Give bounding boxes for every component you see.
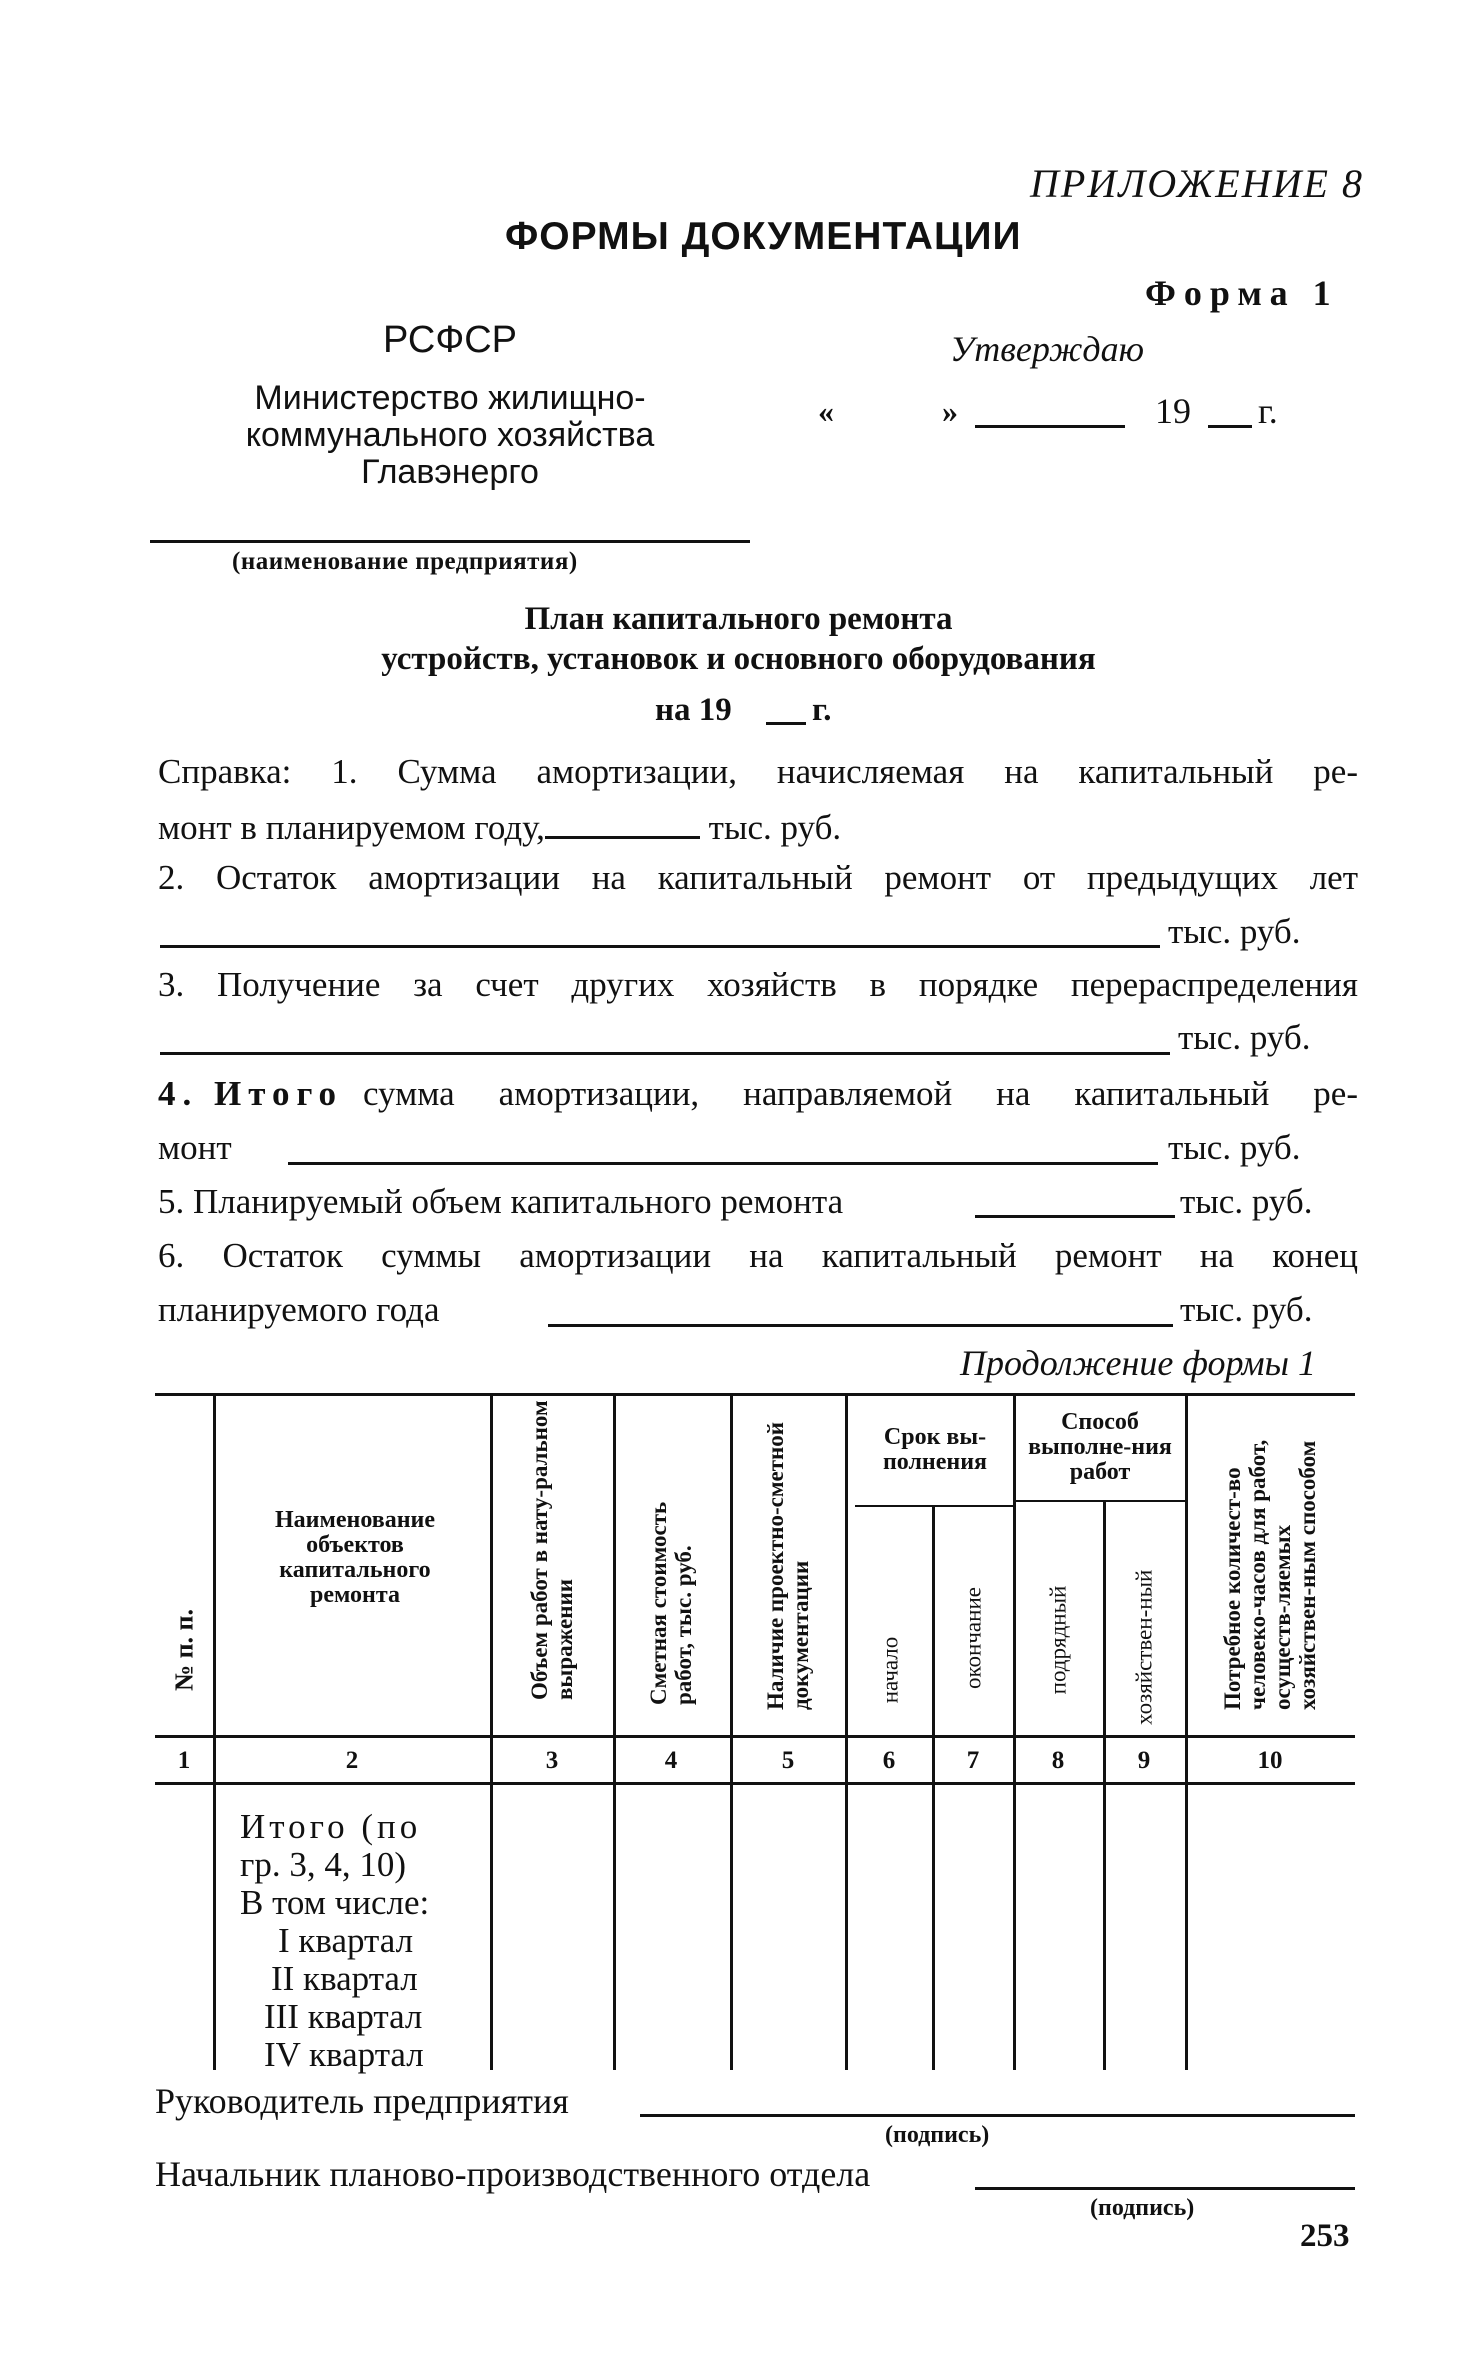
col-number-10: 10 [1257,1747,1283,1774]
col-sep-3 [613,1395,616,2070]
col-sep-1 [213,1395,216,2070]
approval-quote-open: « [818,393,834,429]
quarter-list [240,1922,429,2074]
ref-item-5: 5. Планируемый объем капитального ремонта [158,1182,844,1221]
ref-item-1-unit: тыс. руб. [708,808,842,847]
ref-item-5-blank [975,1215,1175,1218]
ref-item-6-line-2: планируемого года [158,1290,440,1329]
sign-head-caption: (подпись) [885,2122,990,2148]
org-line-1: РСФСР [382,319,518,361]
col-number-8: 8 [1051,1747,1065,1774]
col-number-5: 5 [781,1747,795,1774]
table-header-bottom [155,1735,1355,1738]
org-line-3: коммунального хозяйства [245,416,655,454]
totals-label-2: гр. 3, 4, 10) [240,1845,407,1884]
approval-label: Утверждаю [950,329,1145,369]
col-sep-2 [490,1395,493,2070]
plan-title-2: устройств, установок и основного оборудования [381,641,1096,677]
ref-item-6-blank [548,1324,1173,1327]
org-block [220,320,680,491]
plan-year-line [766,722,806,725]
ref-item-6-line-1: 6. Остаток суммы амортизации на капитальный ремонт на конец [158,1236,1358,1275]
col-number-4: 4 [664,1747,678,1774]
approval-year-suffix: г. [1258,391,1278,431]
col-sep-5 [845,1395,848,2070]
table-continuation: Продолжение формы 1 [960,1343,1317,1383]
col-header-6: начало [877,1636,903,1704]
ref-item-4-text: сумма амортизации, направляемой на капитальный ре- [362,1074,1358,1113]
approval-year-prefix: 19 [1155,391,1191,431]
col-header-1: № п. п. [169,1608,199,1692]
enterprise-name-line [150,540,750,543]
col-number-3: 3 [545,1747,559,1774]
approval-quote-close: » [942,393,958,429]
col-header-5: Наличие проектно-сметной документации [763,1421,813,1710]
org-line-4: Главэнерго [361,453,539,491]
col-sep-6 [932,1505,935,2070]
col-number-9: 9 [1137,1747,1151,1774]
group-method-divider [1015,1500,1185,1502]
col-header-2: Наименование объектов капитального ремонта [275,1507,435,1608]
ref-item-1-line-2 [158,806,841,848]
col-header-3: Объем работ в нату-ральном выражении [527,1400,577,1700]
col-header-9: хозяйствен-ный [1131,1569,1157,1725]
sign-head-label: Руководитель предприятия [155,2081,569,2121]
appendix-label: ПРИЛОЖЕНИЕ 8 [1030,161,1364,206]
org-line-2: Министерство жилищно- [254,379,646,417]
col-sep-8 [1103,1500,1106,2070]
sign-planning-line [975,2187,1355,2190]
group-term-divider [855,1505,1015,1507]
page-title: ФОРМЫ ДОКУМЕНТАЦИИ [505,215,1022,258]
col-header-10: Потребное количест-во человеко-часов для работ, осуществ-ляемых хозяйствен-ным способом [1220,1439,1320,1710]
plan-year-prefix: на 19 [655,692,732,728]
quarter-item: III квартал [264,1997,423,2036]
group-header-term: Срок вы-полнения [882,1424,988,1475]
ref-item-1-text: монт в планируемом году, [158,808,545,847]
group-header-method: Способ выполне-ния работ [1028,1409,1172,1485]
sign-planning-label: Начальник планово-производственного отдела [155,2154,871,2194]
page-number: 253 [1300,2218,1350,2254]
col-number-1: 1 [177,1747,191,1774]
form-label: Форма 1 [1145,273,1339,313]
approval-year-line [1208,425,1252,428]
ref-item-2-unit: тыс. руб. [1168,912,1301,951]
quarter-item: IV квартал [264,2035,424,2074]
col-sep-4 [730,1395,733,2070]
quarter-item: I квартал [278,1921,414,1960]
col-number-7: 7 [966,1747,980,1774]
quarter-item: II квартал [271,1959,418,1998]
totals-label-3: В том числе: [240,1883,430,1922]
col-sep-9 [1185,1395,1188,2070]
ref-item-3-line-1: 3. Получение за счет других хозяйств в порядке перераспределения [158,965,1358,1004]
col-header-7: окончание [960,1587,986,1689]
ref-item-4-line-2: монт [158,1128,232,1167]
ref-item-3-unit: тыс. руб. [1178,1018,1311,1057]
ref-item-1-line-1: Справка: 1. Сумма амортизации, начисляемая на капитальный ре- [158,752,1358,791]
sign-head-line [640,2114,1355,2117]
ref-item-2-line-1: 2. Остаток амортизации на капитальный ремонт от предыдущих лет [158,858,1358,897]
col-number-2: 2 [345,1747,359,1774]
col-header-4: Сметная стоимость работ, тыс. руб. [646,1501,696,1705]
enterprise-name-caption: (наименование предприятия) [232,548,578,575]
plan-year-suffix: г. [812,692,832,728]
ref-item-4-blank [288,1162,1158,1165]
col-header-8: подрядный [1045,1585,1071,1695]
ref-item-5-unit: тыс. руб. [1180,1182,1313,1221]
ref-item-4-total: 4. Итого [158,1074,343,1113]
ref-item-2-blank [160,945,1160,948]
totals-label-1: Итого (по [240,1807,422,1846]
col-sep-7 [1013,1395,1016,2070]
totals-cell [240,1808,429,2074]
ref-item-4-line-1 [158,1074,1358,1114]
ref-item-3-blank [160,1052,1170,1055]
table-top-border [155,1393,1355,1396]
ref-item-6-unit: тыс. руб. [1180,1290,1313,1329]
approval-date-line [975,425,1125,428]
plan-title-1: План капитального ремонта [524,601,953,637]
sign-planning-caption: (подпись) [1090,2195,1195,2221]
ref-item-1-blank [545,806,700,839]
table-numbers-bottom [155,1782,1355,1785]
ref-item-4-unit: тыс. руб. [1168,1128,1301,1167]
col-number-6: 6 [882,1747,896,1774]
